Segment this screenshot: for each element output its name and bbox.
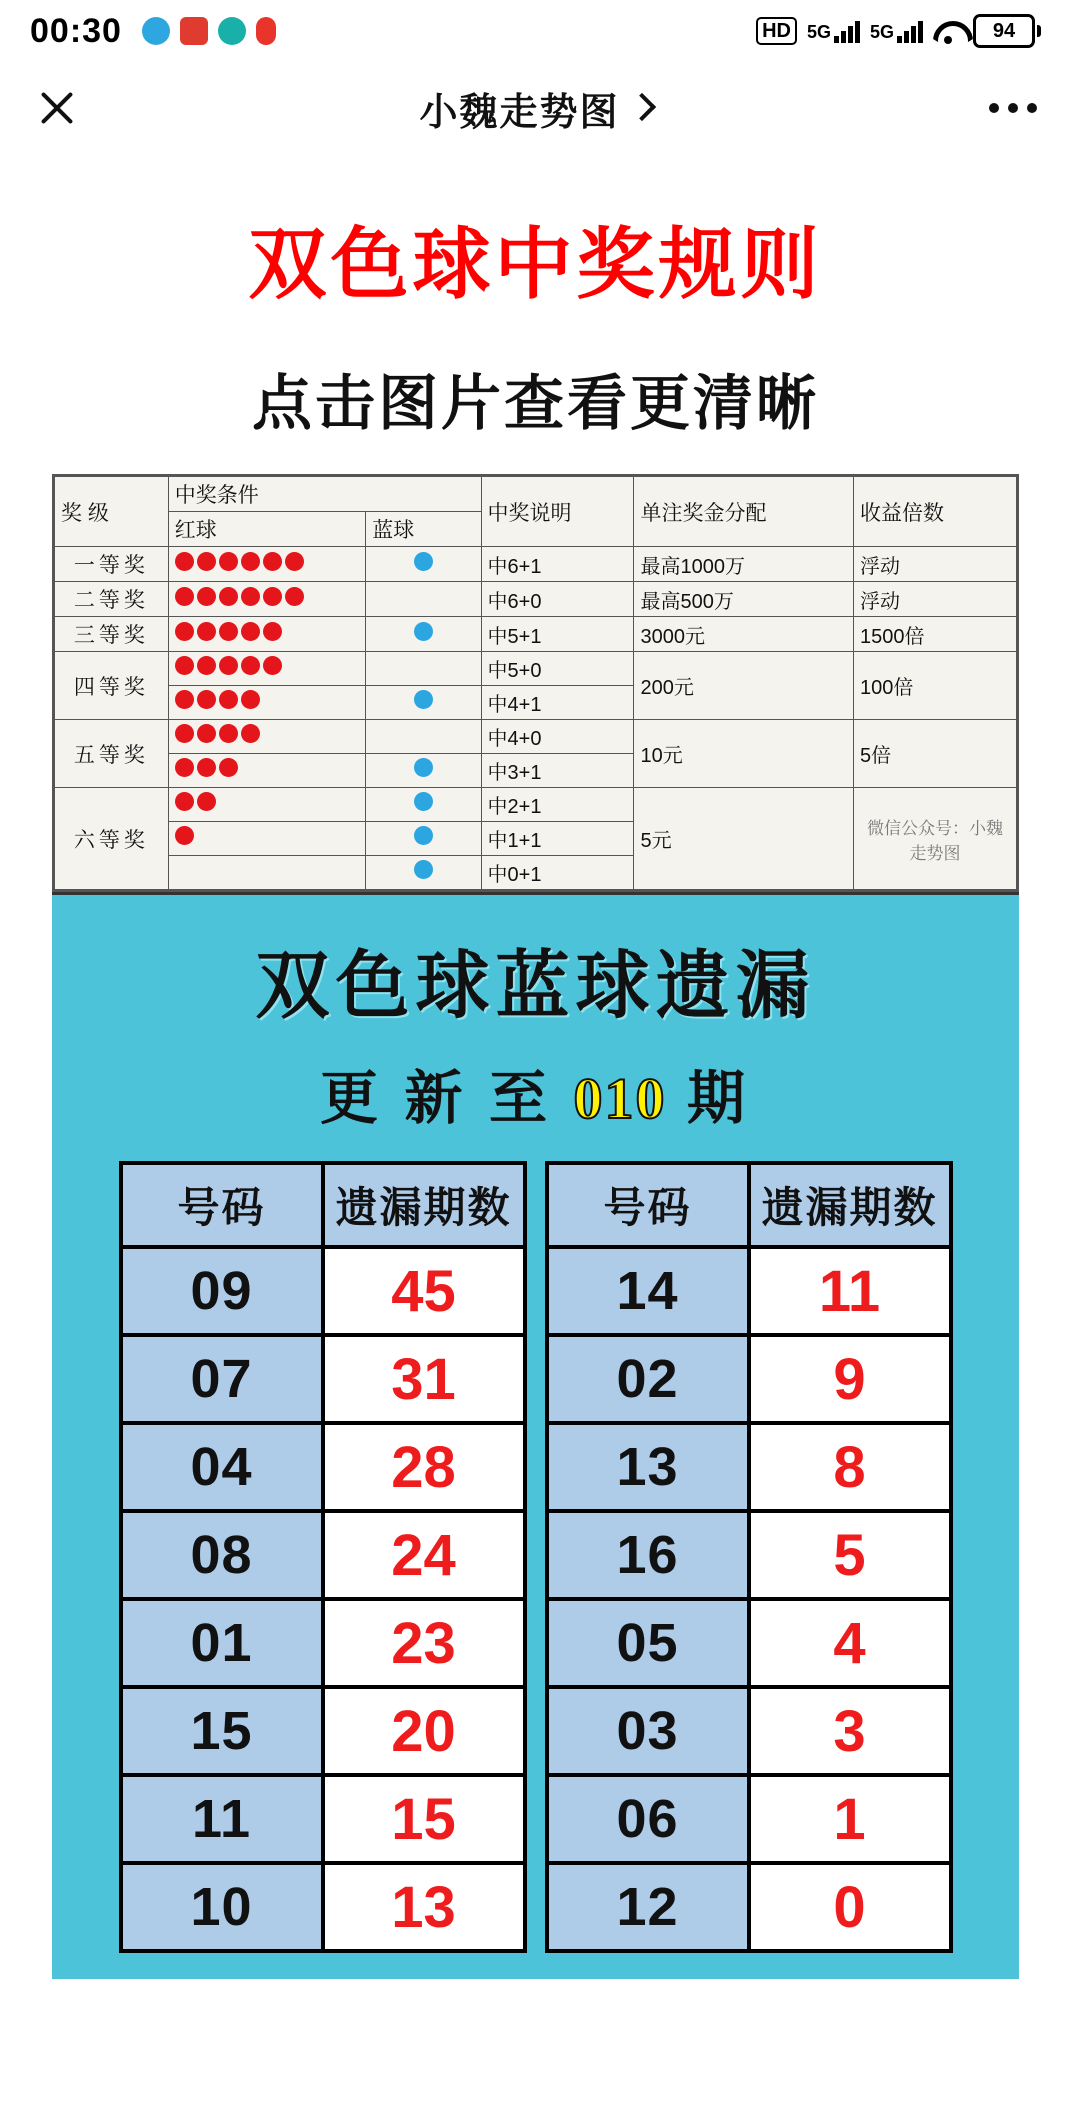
more-options-icon[interactable] — [989, 103, 1037, 113]
table-row — [121, 1863, 525, 1951]
status-right-cluster — [756, 14, 1041, 48]
chevron-right-icon[interactable] — [627, 93, 655, 121]
ball-number: 15 — [121, 1687, 323, 1775]
red-balls — [168, 686, 366, 720]
level-label: 五等奖 — [55, 720, 169, 788]
table-row — [55, 547, 1017, 582]
blue-balls — [366, 547, 481, 582]
blue-balls — [366, 617, 481, 652]
explain-label: 中5+1 — [481, 617, 634, 652]
table-row — [121, 1599, 525, 1687]
col-missing: 遗漏期数 — [749, 1163, 951, 1247]
missing-count: 24 — [323, 1511, 525, 1599]
multiple-label: 浮动 — [854, 547, 1017, 582]
blue-balls — [366, 822, 481, 856]
explain-label: 中1+1 — [481, 822, 634, 856]
table-row — [547, 1511, 951, 1599]
article-content — [0, 202, 1071, 1979]
article-subline: 点击图片查看更清晰 — [252, 370, 819, 437]
missing-count: 11 — [749, 1247, 951, 1335]
red-balls — [168, 582, 366, 617]
table-row — [55, 788, 1017, 822]
table-row — [121, 1775, 525, 1863]
poster-issue-number: 010 — [573, 1066, 667, 1131]
multiple-label: 5倍 — [854, 720, 1017, 788]
level-label: 一等奖 — [55, 547, 169, 582]
signal-bars-1-icon — [834, 19, 860, 43]
table-row — [55, 720, 1017, 754]
col-missing: 遗漏期数 — [323, 1163, 525, 1247]
red-balls — [168, 856, 366, 890]
missing-count: 45 — [323, 1247, 525, 1335]
ball-number: 16 — [547, 1511, 749, 1599]
blue-ball-missing-poster[interactable] — [52, 892, 1019, 1979]
network-type-2-label: 5G — [869, 22, 894, 42]
missing-table-right — [545, 1161, 953, 1953]
battery-level-label: 94 — [992, 19, 1016, 42]
prize-label: 200元 — [634, 652, 854, 720]
red-balls — [168, 652, 366, 686]
nav-title-group — [0, 81, 1071, 136]
explain-label: 中2+1 — [481, 788, 634, 822]
missing-count: 5 — [749, 1511, 951, 1599]
location-pin-icon — [256, 17, 276, 45]
missing-count: 8 — [749, 1423, 951, 1511]
browser-icon — [142, 17, 170, 45]
col-explain: 中奖说明 — [481, 477, 634, 547]
explain-label: 中3+1 — [481, 754, 634, 788]
multiple-label: 浮动 — [854, 582, 1017, 617]
col-condition: 中奖条件 — [168, 477, 481, 512]
ball-number: 10 — [121, 1863, 323, 1951]
poster-sub-prefix: 更 新 至 — [319, 1066, 553, 1131]
table-row — [547, 1687, 951, 1775]
ball-number: 03 — [547, 1687, 749, 1775]
blue-balls — [366, 856, 481, 890]
blue-balls — [366, 582, 481, 617]
ball-number: 07 — [121, 1335, 323, 1423]
col-multiple: 收益倍数 — [854, 477, 1017, 547]
missing-count: 23 — [323, 1599, 525, 1687]
missing-count: 1 — [749, 1775, 951, 1863]
network-type-1-label: 5G — [806, 22, 831, 42]
battery-indicator — [973, 14, 1041, 48]
col-prize: 单注奖金分配 — [634, 477, 854, 547]
status-time: 00:30 — [30, 11, 122, 50]
missing-count: 4 — [749, 1599, 951, 1687]
table-row — [121, 1247, 525, 1335]
table-row — [547, 1247, 951, 1335]
table-header-row — [121, 1163, 525, 1247]
page-title: 小魏走势图 — [419, 91, 620, 134]
prize-label: 5元 — [634, 788, 854, 890]
table-row — [547, 1423, 951, 1511]
prize-label: 最高1000万 — [634, 547, 854, 582]
nav-bar — [0, 62, 1071, 154]
ball-number: 02 — [547, 1335, 749, 1423]
col-blue: 蓝球 — [366, 512, 481, 547]
missing-count: 20 — [323, 1687, 525, 1775]
close-icon[interactable] — [34, 85, 80, 131]
ball-number: 09 — [121, 1247, 323, 1335]
poster-title: 双色球蓝球遗漏 — [255, 946, 816, 1028]
poster-subtitle — [52, 1051, 1019, 1135]
table-row — [547, 1599, 951, 1687]
ball-number: 06 — [547, 1775, 749, 1863]
table-row — [547, 1775, 951, 1863]
table-row — [121, 1335, 525, 1423]
wifi-icon — [933, 19, 963, 43]
col-number: 号码 — [547, 1163, 749, 1247]
red-balls — [168, 788, 366, 822]
missing-count: 31 — [323, 1335, 525, 1423]
red-balls — [168, 822, 366, 856]
explain-label: 中0+1 — [481, 856, 634, 890]
table-row — [55, 617, 1017, 652]
level-label: 四等奖 — [55, 652, 169, 720]
poster-sub-suffix: 期 — [687, 1066, 752, 1131]
prize-rules-table — [54, 476, 1017, 890]
prize-label: 3000元 — [634, 617, 854, 652]
table-row — [121, 1511, 525, 1599]
explain-label: 中6+0 — [481, 582, 634, 617]
ball-number: 12 — [547, 1863, 749, 1951]
level-label: 二等奖 — [55, 582, 169, 617]
explain-label: 中4+1 — [481, 686, 634, 720]
blue-balls — [366, 754, 481, 788]
table-row — [547, 1335, 951, 1423]
ball-number: 05 — [547, 1599, 749, 1687]
table-header-row — [55, 477, 1017, 512]
missing-count: 9 — [749, 1335, 951, 1423]
app-icon — [180, 17, 208, 45]
explain-label: 中5+0 — [481, 652, 634, 686]
missing-count: 3 — [749, 1687, 951, 1775]
ball-number: 13 — [547, 1423, 749, 1511]
col-red: 红球 — [168, 512, 366, 547]
multiple-label: 100倍 — [854, 652, 1017, 720]
watermark-label: 微信公众号：小魏走势图 — [854, 788, 1017, 890]
red-balls — [168, 720, 366, 754]
table-header-row — [547, 1163, 951, 1247]
blue-balls — [366, 788, 481, 822]
ball-number: 08 — [121, 1511, 323, 1599]
ball-number: 01 — [121, 1599, 323, 1687]
status-bar — [0, 0, 1071, 62]
col-level: 奖 级 — [55, 477, 169, 547]
level-label: 三等奖 — [55, 617, 169, 652]
status-notification-icons — [142, 17, 276, 45]
red-balls — [168, 754, 366, 788]
table-row — [55, 582, 1017, 617]
explain-label: 中6+1 — [481, 547, 634, 582]
signal-bars-2-icon — [897, 19, 923, 43]
prize-label: 最高500万 — [634, 582, 854, 617]
missing-count: 13 — [323, 1863, 525, 1951]
ball-number: 11 — [121, 1775, 323, 1863]
prize-label: 10元 — [634, 720, 854, 788]
missing-count: 15 — [323, 1775, 525, 1863]
article-headline: 双色球中奖规则 — [248, 220, 823, 308]
table-row — [55, 652, 1017, 686]
red-balls — [168, 617, 366, 652]
table-row — [547, 1863, 951, 1951]
blue-balls — [366, 720, 481, 754]
signal-1 — [807, 19, 860, 43]
blue-balls — [366, 686, 481, 720]
hd-icon: HD — [756, 17, 797, 45]
blue-balls — [366, 652, 481, 686]
table-row — [121, 1687, 525, 1775]
missing-tables — [52, 1161, 1019, 1953]
col-number: 号码 — [121, 1163, 323, 1247]
missing-table-left — [119, 1161, 527, 1953]
signal-2 — [870, 19, 923, 43]
table-row — [121, 1423, 525, 1511]
missing-count: 28 — [323, 1423, 525, 1511]
level-label: 六等奖 — [55, 788, 169, 890]
missing-count: 0 — [749, 1863, 951, 1951]
ball-number: 14 — [547, 1247, 749, 1335]
explain-label: 中4+0 — [481, 720, 634, 754]
prize-rules-image[interactable] — [52, 474, 1019, 892]
multiple-label: 1500倍 — [854, 617, 1017, 652]
clock-icon — [218, 17, 246, 45]
red-balls — [168, 547, 366, 582]
ball-number: 04 — [121, 1423, 323, 1511]
